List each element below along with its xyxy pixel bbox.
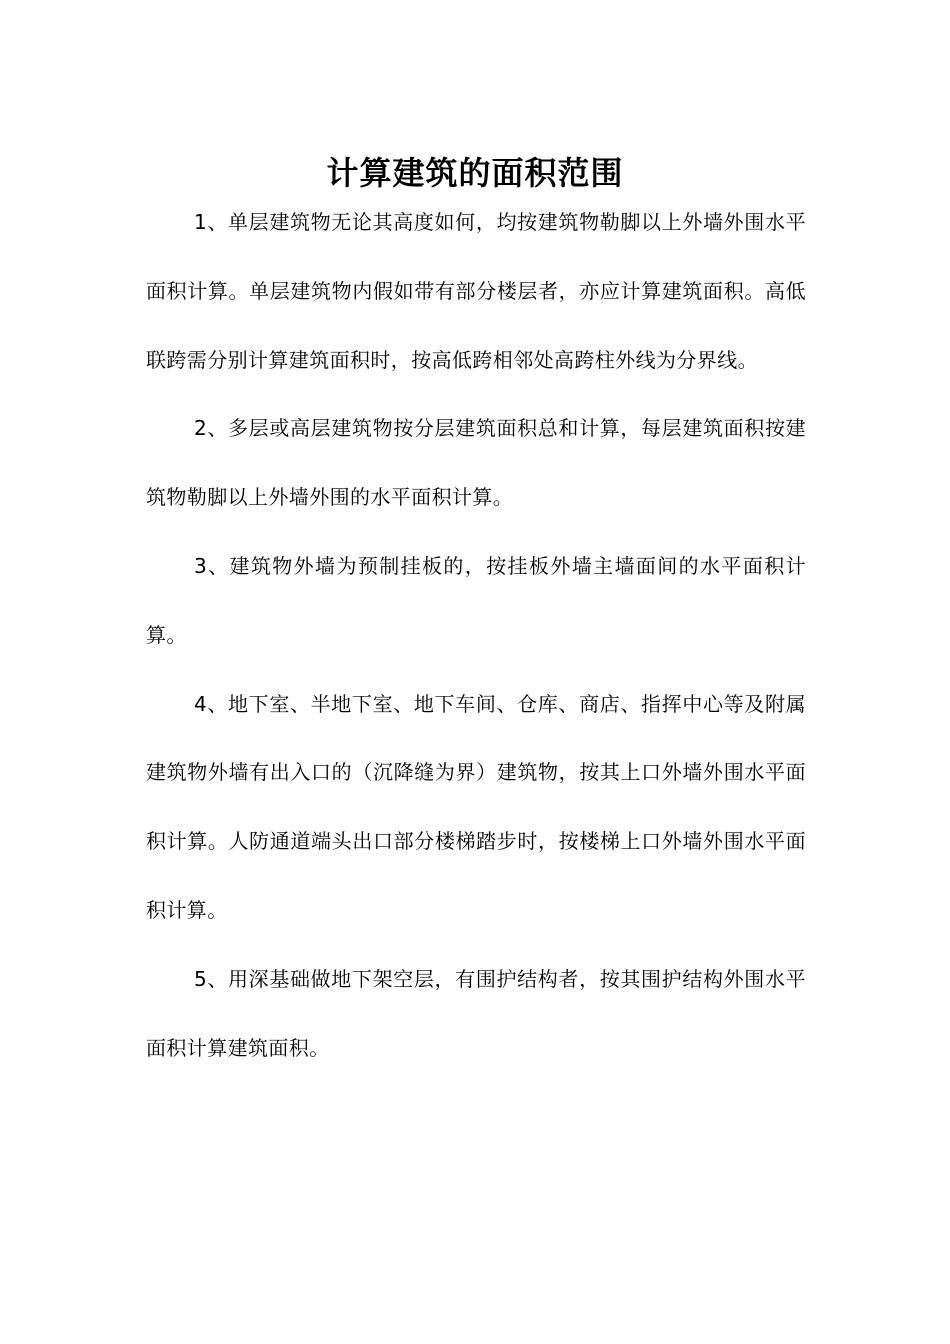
paragraph-1: 1、单层建筑物无论其高度如何，均按建筑物勒脚以上外墙外围水平面积计算。单层建筑物内假如带有部分楼层者，亦应计算建筑面积。高低联跨需分别计算建筑面积时，按高低跨相邻处高跨柱外线为分界线。 — [146, 210, 806, 372]
paragraph-2: 2、多层或高层建筑物按分层建筑面积总和计算，每层建筑面积按建筑物勒脚以上外墙外围的水平面积计算。 — [146, 416, 806, 510]
paragraph-3: 3、建筑物外墙为预制挂板的，按挂板外墙主墙面间的水平面积计算。 — [146, 553, 806, 647]
document-body — [146, 188, 806, 1082]
paragraph-4: 4、地下室、半地下室、地下车间、仓库、商店、指挥中心等及附属建筑物外墙有出入口的（沉降缝为界）建筑物，按其上口外墙外围水平面积计算。人防通道端头出口部分楼梯踏步时，按楼梯上口外墙外围水平面积计算。 — [146, 691, 806, 922]
document-title: 计算建筑的面积范围 — [326, 154, 624, 193]
paragraph-5: 5、用深基础做地下架空层，有围护结构者，按其围护结构外围水平面积计算建筑面积。 — [146, 966, 806, 1060]
